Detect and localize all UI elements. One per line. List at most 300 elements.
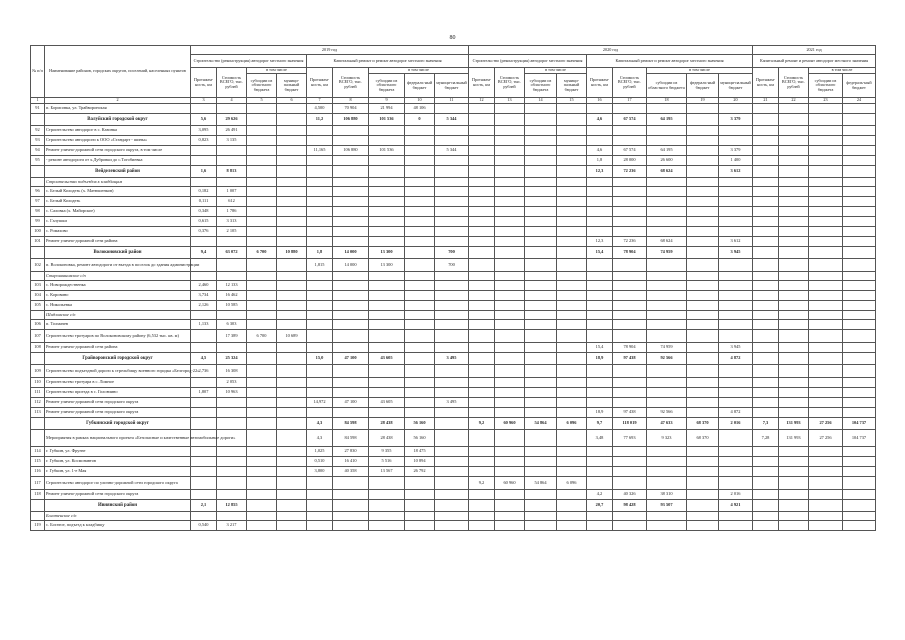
cell-value [435,378,469,388]
row-name: Строительство автодорог в с. Казинка [45,126,191,136]
cell-value [405,272,435,281]
cell-value [753,146,779,156]
cell-value [277,136,307,146]
cell-value: 3 217 [217,521,247,531]
cell-value [495,500,525,512]
cell-value [217,237,247,247]
cell-value [719,320,753,330]
column-number: 24 [843,98,876,104]
cell-value [247,500,277,512]
cell-value [247,430,277,447]
cell-value [435,281,469,291]
cell-value: 98 428 [613,500,647,512]
cell-value: 700 [435,247,469,259]
cell-value [495,311,525,320]
cell-value [405,207,435,217]
cell-value [435,166,469,178]
cell-value [687,467,719,477]
row-name: Строительство автодороги к ООО «Стандарт - шины» [45,136,191,146]
cell-value [687,408,719,418]
cell-value [687,447,719,457]
cell-value [191,178,217,187]
cell-value [809,136,843,146]
cell-value [369,207,405,217]
cell-value [405,388,435,398]
cell-value [557,227,587,237]
column-number: 16 [587,98,613,104]
cell-value [469,126,495,136]
cell-value [277,477,307,490]
cell-value: 43 605 [369,353,405,365]
cell-value: 2,126 [191,301,217,311]
cell-value [307,330,333,343]
cell-value: 11,2 [307,114,333,126]
cell-value [217,178,247,187]
cell-value [719,291,753,301]
row-name: Ивнянский район [45,500,191,512]
row-number [31,500,45,512]
cell-value [495,146,525,156]
cell-value [405,247,435,259]
cell-value [495,408,525,418]
cell-value [843,114,876,126]
cell-value: 54 864 [525,418,557,430]
cell-value [525,512,557,521]
cell-value [435,430,469,447]
cell-value [587,291,613,301]
cell-value: 10 894 [405,457,435,467]
cell-value [333,301,369,311]
cell-value [843,146,876,156]
cell-value [753,227,779,237]
cell-value [495,320,525,330]
cell-value [191,343,217,353]
cell-value [525,281,557,291]
cell-value [307,126,333,136]
row-name: с. Галушки [45,217,191,227]
header-repair-2021: Капитальный ремонт и ремонт автодорог местного значения [753,55,876,68]
cell-value: 1 400 [719,156,753,166]
cell-value [779,365,809,378]
cell-value: 1,133 [191,320,217,330]
cell-value [435,156,469,166]
cell-value: 40 358 [333,467,369,477]
cell-value [469,301,495,311]
cell-value [647,126,687,136]
cell-value [587,217,613,227]
cell-value: 9 323 [647,430,687,447]
cell-value [469,187,495,197]
cell-value [613,457,647,467]
cell-value [369,490,405,500]
cell-value: 78 904 [613,247,647,259]
cell-value [753,353,779,365]
cell-value [647,378,687,388]
cell-value [587,187,613,197]
cell-value [779,398,809,408]
cell-value [333,365,369,378]
cell-value [687,365,719,378]
cell-value [495,430,525,447]
cell-value [247,388,277,398]
cell-value [191,104,217,114]
cell-value: 1,807 [191,388,217,398]
row-number: 99 [31,217,45,227]
cell-value [435,237,469,247]
cell-value [495,178,525,187]
cell-value [405,217,435,227]
cell-value [191,457,217,467]
cell-value [525,500,557,512]
cell-value [333,178,369,187]
cell-value [469,217,495,227]
row-number [31,247,45,259]
cell-value [557,281,587,291]
cell-value: 68 624 [647,166,687,178]
table-row [31,330,876,343]
row-name: Ремонт улично-дорожной сети городского округа [45,490,191,500]
cell-value [843,365,876,378]
cell-value [369,301,405,311]
cell-value [809,512,843,521]
cell-value [613,512,647,521]
row-name: с. Коровино [45,291,191,301]
cell-value [469,146,495,156]
cell-value [495,114,525,126]
cell-value [191,398,217,408]
cell-value [247,365,277,378]
cell-value [779,457,809,467]
cell-value [217,512,247,521]
cell-value [719,330,753,343]
cell-value [405,353,435,365]
cell-value: 13 567 [369,467,405,477]
cell-value [613,126,647,136]
column-number: 5 [247,98,277,104]
cell-value [435,187,469,197]
cell-value: 70 904 [333,104,369,114]
cell-value [719,311,753,320]
cell-value: 3 612 [719,237,753,247]
row-number [31,353,45,365]
cell-value [809,187,843,197]
cell-value [647,330,687,343]
cell-value [469,207,495,217]
cell-value: 28 438 [369,418,405,430]
cell-value [779,178,809,187]
cell-value [687,104,719,114]
cell-value [779,227,809,237]
cell-value [247,378,277,388]
row-number: 105 [31,301,45,311]
table-row [31,467,876,477]
cell-value [277,237,307,247]
cell-value [753,187,779,197]
cell-value: 0,376 [191,227,217,237]
cell-value: 64 195 [647,114,687,126]
cell-value: 4,6 [587,146,613,156]
cell-value: 16 410 [333,457,369,467]
cell-value [647,291,687,301]
cell-value [613,136,647,146]
cell-value [435,330,469,343]
cell-value [719,126,753,136]
cell-value [525,217,557,227]
cell-value [191,146,217,156]
cell-value: 1,8 [307,247,333,259]
table-row [31,227,876,237]
cell-value [753,126,779,136]
cell-value [587,301,613,311]
row-name: Вейделевский район [45,166,191,178]
cell-value [469,247,495,259]
cell-value [405,146,435,156]
cell-value [687,301,719,311]
cell-value [525,136,557,146]
cell-value [647,104,687,114]
cell-value [369,187,405,197]
cell-value: 2,1 [191,500,217,512]
cell-value [525,146,557,156]
cell-value: 2,460 [191,281,217,291]
cell-value [557,490,587,500]
cell-value [435,490,469,500]
cell-value [405,178,435,187]
road-program-table [30,45,876,531]
cell-value [333,217,369,227]
cell-value: 3 379 [719,146,753,156]
cell-value [247,166,277,178]
cell-value: 16 308 [217,365,247,378]
cell-value [753,291,779,301]
cell-value [809,178,843,187]
cell-value [779,104,809,114]
column-number: 9 [369,98,405,104]
cell-value [469,365,495,378]
cell-value [719,272,753,281]
cell-value [843,272,876,281]
cell-value [719,512,753,521]
cell-value [809,343,843,353]
cell-value [495,291,525,301]
cell-value: 4,5 [191,353,217,365]
cell-value [525,247,557,259]
cell-value [587,104,613,114]
cell-value: 72 236 [613,237,647,247]
cell-value: 4,3 [307,418,333,430]
cell-value [525,343,557,353]
cell-value [247,477,277,490]
cell-value [647,521,687,531]
header-length: Протяжен-ность, км [469,68,495,98]
cell-value: 3 612 [719,166,753,178]
cell-value [809,388,843,398]
cell-value: 4 872 [719,353,753,365]
cell-value: 4 872 [719,408,753,418]
cell-value [247,343,277,353]
cell-value [587,467,613,477]
cell-value [753,178,779,187]
cell-value [525,457,557,467]
row-number: 104 [31,291,45,301]
cell-value [843,388,876,398]
cell-value [687,477,719,490]
cell-value [495,378,525,388]
cell-value [647,320,687,330]
cell-value: 104 737 [843,430,876,447]
cell-value [333,320,369,330]
cell-value [719,217,753,227]
cell-value [719,477,753,490]
header-incl: в том числе [247,68,307,74]
cell-value [687,187,719,197]
cell-value: 9,4 [191,247,217,259]
cell-value [405,408,435,418]
cell-value: 40 326 [613,490,647,500]
cell-value: 27 256 [809,418,843,430]
cell-value [613,378,647,388]
cell-value [587,512,613,521]
cell-value [333,227,369,237]
cell-value [719,301,753,311]
row-number: 94 [31,146,45,156]
cell-value: 38 310 [647,490,687,500]
cell-value [435,301,469,311]
row-number [31,430,45,447]
row-number: 96 [31,187,45,197]
row-name: Валуйский городской округ [45,114,191,126]
cell-value: 5 344 [435,146,469,156]
cell-value [277,490,307,500]
cell-value [779,207,809,217]
cell-value [469,178,495,187]
cell-value [587,178,613,187]
cell-value [809,227,843,237]
cell-value [247,227,277,237]
cell-value [277,207,307,217]
cell-value [647,457,687,467]
cell-value [779,490,809,500]
cell-value [525,114,557,126]
cell-value [779,311,809,320]
cell-value [647,136,687,146]
cell-value [779,388,809,398]
cell-value [557,398,587,408]
cell-value [779,187,809,197]
column-number: 4 [217,98,247,104]
cell-value [435,320,469,330]
cell-value: 7,3 [753,418,779,430]
cell-value [647,512,687,521]
cell-value [557,126,587,136]
cell-value [307,178,333,187]
cell-value [587,281,613,291]
cell-value [469,136,495,146]
cell-value [779,301,809,311]
row-number: 114 [31,447,45,457]
column-number: 19 [687,98,719,104]
cell-value [843,311,876,320]
cell-value [435,207,469,217]
cell-value [809,146,843,156]
cell-value [525,378,557,388]
cell-value [843,477,876,490]
cell-value [613,281,647,291]
cell-value [719,388,753,398]
cell-value [647,207,687,217]
cell-value [469,272,495,281]
cell-value [469,156,495,166]
cell-value [647,281,687,291]
cell-value [719,398,753,408]
cell-value: 15,4 [587,247,613,259]
cell-value [779,353,809,365]
cell-value: 8 813 [217,166,247,178]
cell-value [613,217,647,227]
cell-value [495,166,525,178]
cell-value [495,467,525,477]
cell-value [435,136,469,146]
cell-value [719,227,753,237]
cell-value [779,512,809,521]
cell-value [277,500,307,512]
cell-value [525,259,557,272]
cell-value [779,467,809,477]
cell-value [307,207,333,217]
row-number: 98 [31,207,45,217]
cell-value [333,388,369,398]
row-number: 103 [31,281,45,291]
row-number: 102 [31,259,45,272]
cell-value [405,330,435,343]
cell-value: 10 689 [277,330,307,343]
cell-value [277,259,307,272]
header-municipal: муници-пальный бюджет [435,74,469,98]
header-year-2020: 2020 год [469,46,753,55]
cell-value [753,301,779,311]
cell-value [469,291,495,301]
cell-value [843,447,876,457]
cell-value [843,207,876,217]
cell-value [277,301,307,311]
row-name: п. Волоконовка, ремонт автодороги от въезда в поселок до здания администрации [45,259,191,272]
cell-value [557,512,587,521]
row-number: 112 [31,398,45,408]
cell-value [247,126,277,136]
cell-value [495,126,525,136]
cell-value [557,365,587,378]
cell-value [843,178,876,187]
cell-value: 26 491 [217,126,247,136]
cell-value [557,207,587,217]
cell-value [307,311,333,320]
cell-value [843,227,876,237]
cell-value [405,343,435,353]
cell-value [613,365,647,378]
cell-value [809,378,843,388]
cell-value [719,178,753,187]
cell-value [687,521,719,531]
cell-value [647,187,687,197]
cell-value [753,500,779,512]
header-cost: Стоимость ВСЕГО, тыс. рублей [333,68,369,98]
table-row [31,281,876,291]
cell-value [525,467,557,477]
row-name: Богатенское с/п [45,512,191,521]
cell-value: 93 507 [647,500,687,512]
cell-value [809,259,843,272]
cell-value [647,467,687,477]
